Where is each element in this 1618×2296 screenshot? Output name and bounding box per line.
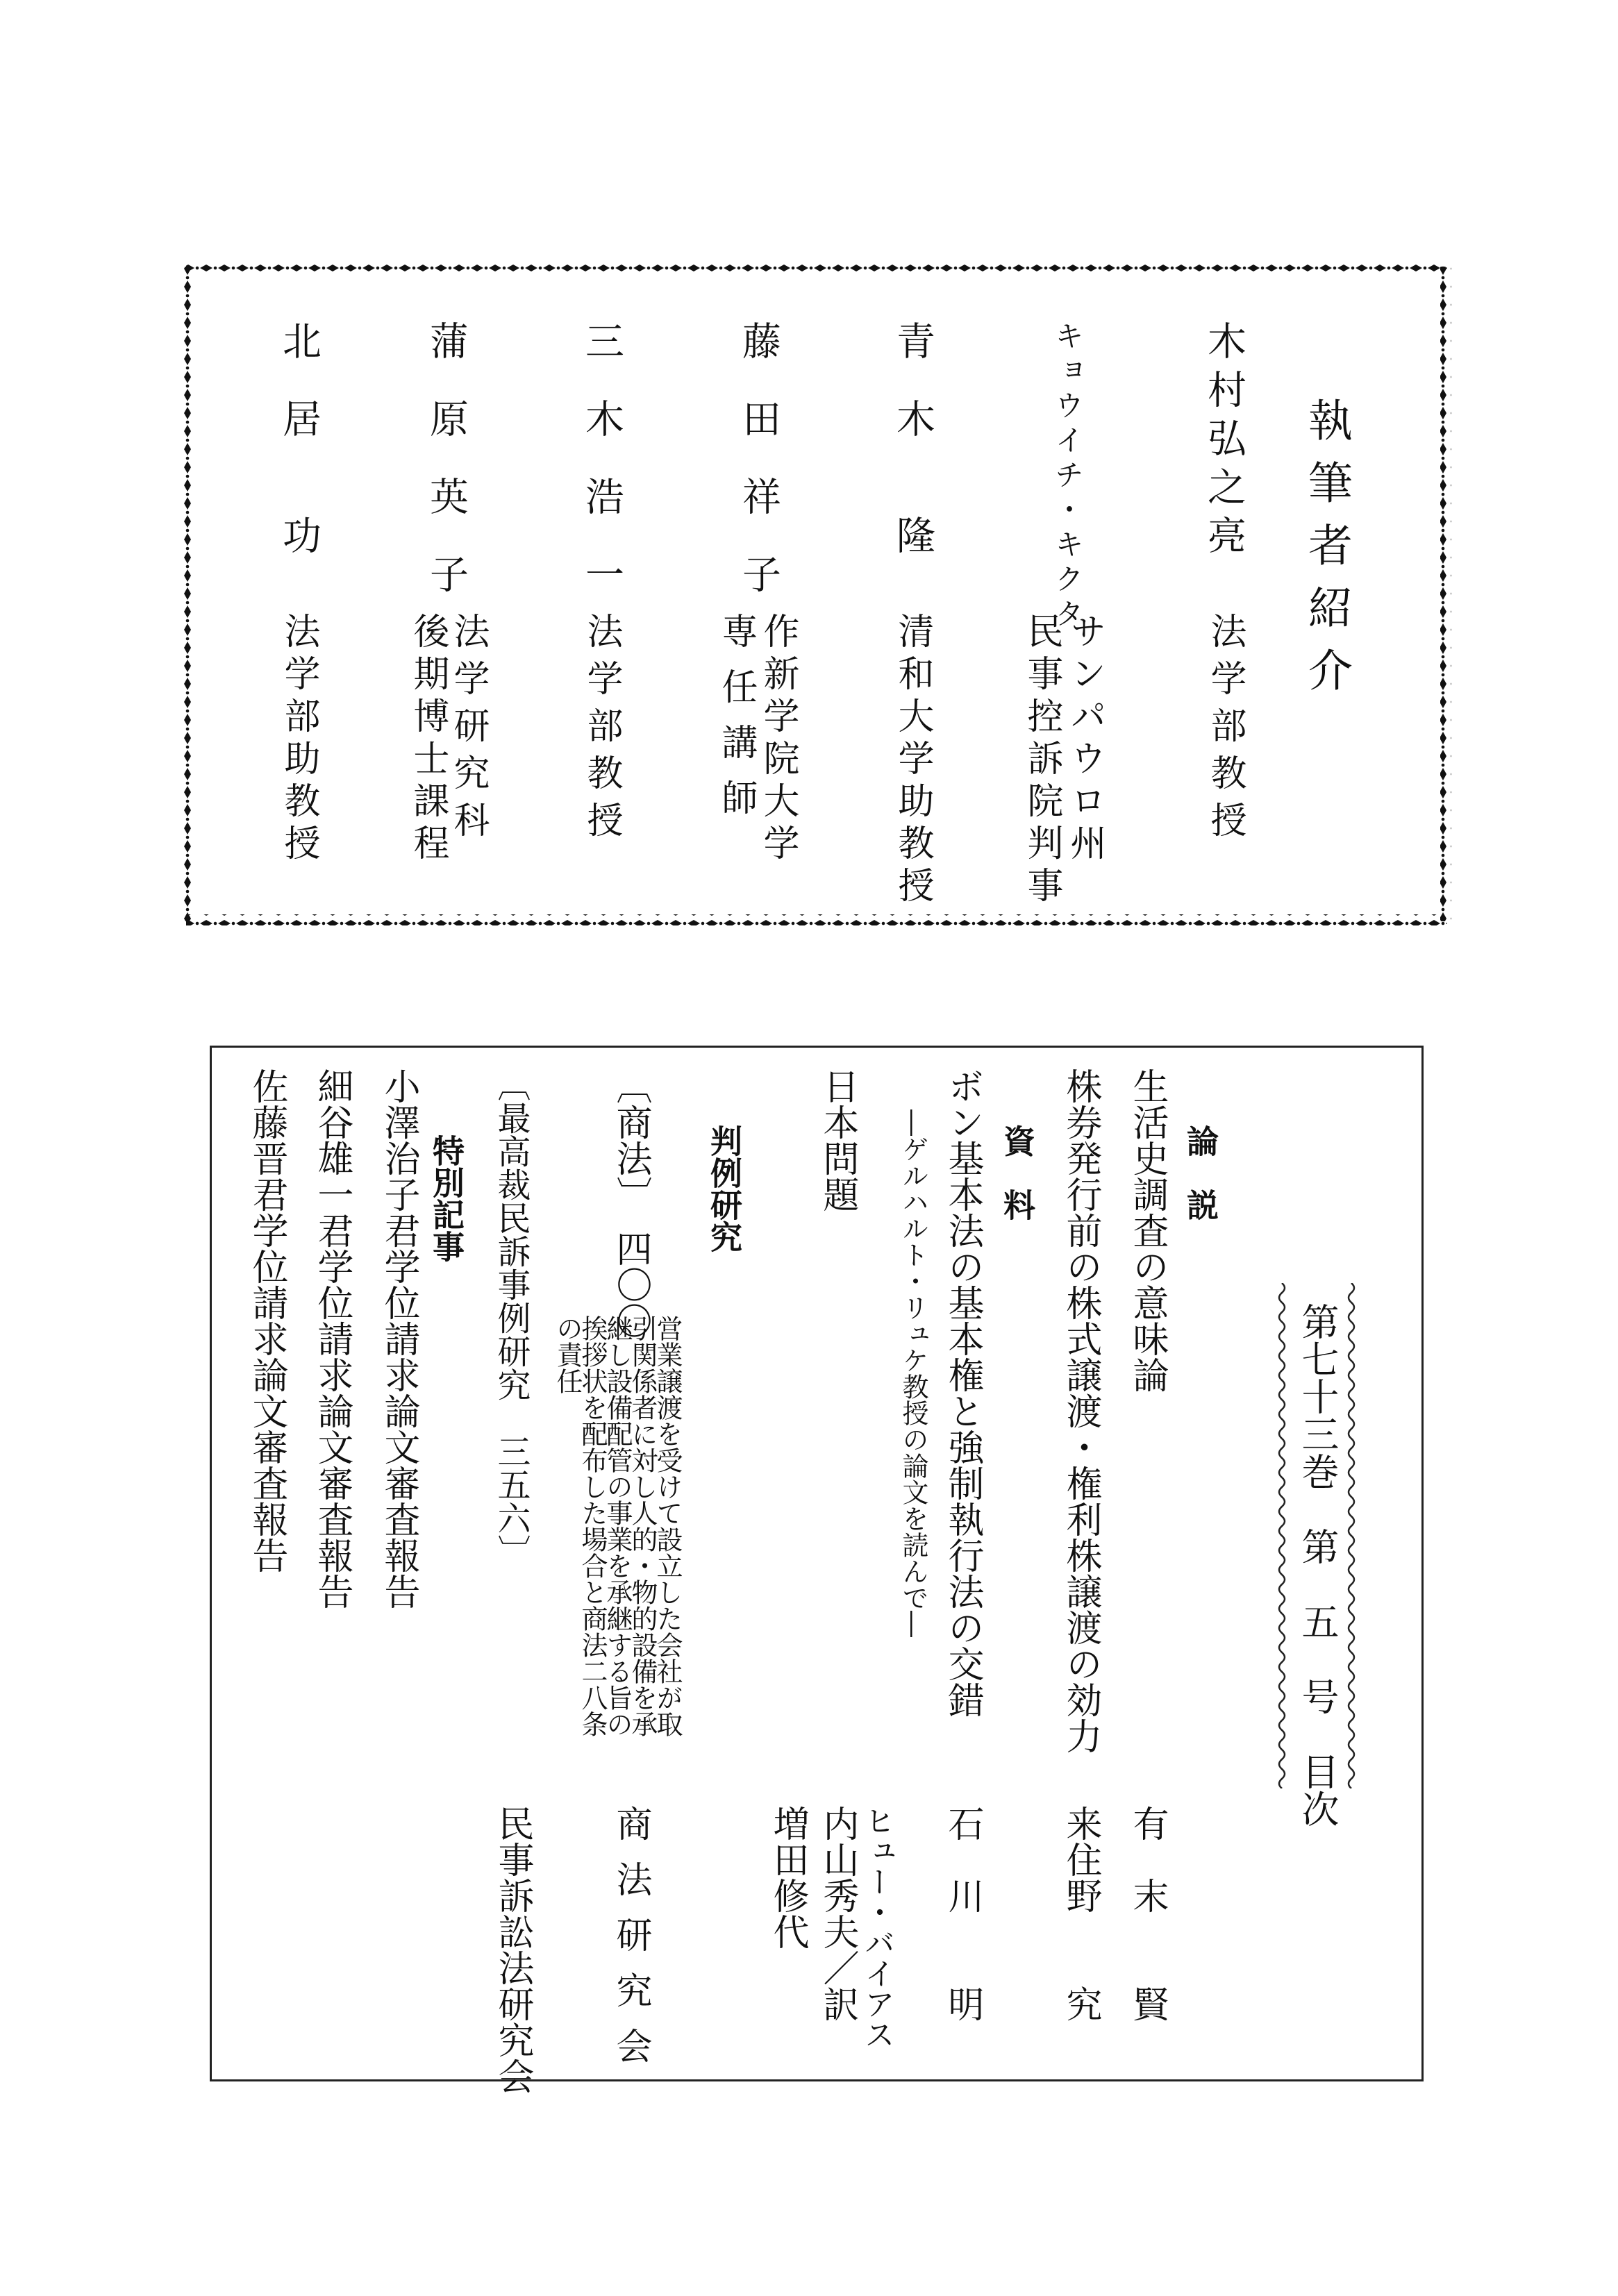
special-report-sato: 佐藤晋君学位請求論文審査報告 [246, 1068, 287, 1573]
contributor-name-miki: 三 木 浩 一 [579, 321, 624, 593]
article-subtitle-bonn: ―ゲルハルト・リュケ教授の論文を読んで― [898, 1109, 928, 1637]
case-description-line-3: 継し設備配管の事業を承継する旨の [602, 1315, 633, 1737]
case-description-line-5: の責任 [552, 1315, 583, 1394]
article-title-bonn: ボン基本法の基本権と強制執行法の交錯 [942, 1068, 983, 1718]
article-title-nihon-mondai: 日本問題 [817, 1068, 858, 1212]
article-author-ishikawa: 石 川 明 [942, 1805, 983, 2022]
contributors-title: 執筆者紹介 [1301, 397, 1352, 710]
case-description-line-2: 引関係者に対し人的・物的設備を承 [627, 1315, 658, 1737]
article-author-arisue: 有 末 賢 [1126, 1805, 1168, 2022]
toc-title-wavy-rule-right [1343, 1283, 1360, 1788]
article-title-seikatsushi: 生活史調査の意味論 [1126, 1068, 1168, 1393]
contributor-name-kambara: 蒲 原 英 子 [424, 321, 469, 593]
section-heading-shiryo: 資 料 [999, 1125, 1036, 1221]
article-translator-uchiyama: 内山秀夫／訳 [817, 1805, 858, 2022]
article-title-kabuken: 株券発行前の株式譲渡・権利株譲渡の効力 [1060, 1068, 1101, 1754]
contributor-name-aoki: 青 木 隆 [890, 321, 935, 554]
contributor-affiliation-aoki: 清和大学助教授 [892, 612, 933, 909]
toc-title: 第七十三巻 第 五 号 目次 [1296, 1302, 1340, 1827]
contributor-affiliation-kambara-2: 後期博士課程 [407, 612, 449, 866]
article-author-hugh-byas: ヒュー・バイアス [859, 1805, 894, 2050]
contributor-affiliation-kimura: 法学部教授 [1204, 612, 1246, 848]
section-heading-hanrei: 判例研究 [706, 1125, 743, 1252]
contributor-name-kimura: 木村弘之亮 [1201, 321, 1246, 564]
contributor-affiliation-fujita-2: 専任講師 [715, 612, 757, 835]
contributor-affiliation-kitai: 法学部助教授 [278, 612, 319, 866]
case-label-shoho-400: 〔商法〕 四〇〇 [610, 1068, 651, 1339]
case-author-shoho-kenkyukai: 商法研究会 [610, 1805, 651, 2083]
contributors-decorative-border [182, 262, 1451, 925]
section-heading-tokubetsu: 特別記事 [428, 1134, 465, 1262]
special-report-hosoya: 細谷雄一君学位請求論文審査報告 [311, 1068, 353, 1609]
contributor-affiliation-kambara-1: 法学研究科 [447, 612, 489, 848]
contributor-affiliation-kikuta-1: サンパウロ州 [1064, 612, 1106, 866]
contributor-affiliation-fujita-1: 作新学院大学 [757, 612, 799, 866]
contributor-name-kitai: 北 居 功 [276, 321, 322, 554]
contributor-affiliation-miki: 法学部教授 [581, 612, 622, 848]
section-heading-ronsetsu: 論 説 [1182, 1125, 1219, 1221]
article-author-kisumino: 来住野 究 [1060, 1805, 1101, 2022]
case-label-saikosai: 〔最高裁民訴事例研究 三五六〕 [492, 1068, 531, 1568]
special-report-ozawa: 小澤治子君学位請求論文審査報告 [378, 1068, 419, 1609]
contributor-affiliation-kikuta-2: 民事控訴院判事 [1021, 612, 1062, 909]
case-description-line-4: 挨拶状を配布した場合と商法二八条 [577, 1315, 608, 1737]
case-author-minji-soshoho: 民事訴訟法研究会 [492, 1805, 533, 2094]
contributor-name-kikuta: キョウイチ・キクタ [1051, 321, 1085, 633]
contributor-name-fujita: 藤 田 祥 子 [736, 321, 781, 593]
toc-title-wavy-rule-left [1274, 1283, 1290, 1788]
case-description-line-1: 営業譲渡を受けて設立した会社が取 [652, 1315, 683, 1737]
article-translator-masuda: 増田修代 [767, 1805, 808, 1950]
